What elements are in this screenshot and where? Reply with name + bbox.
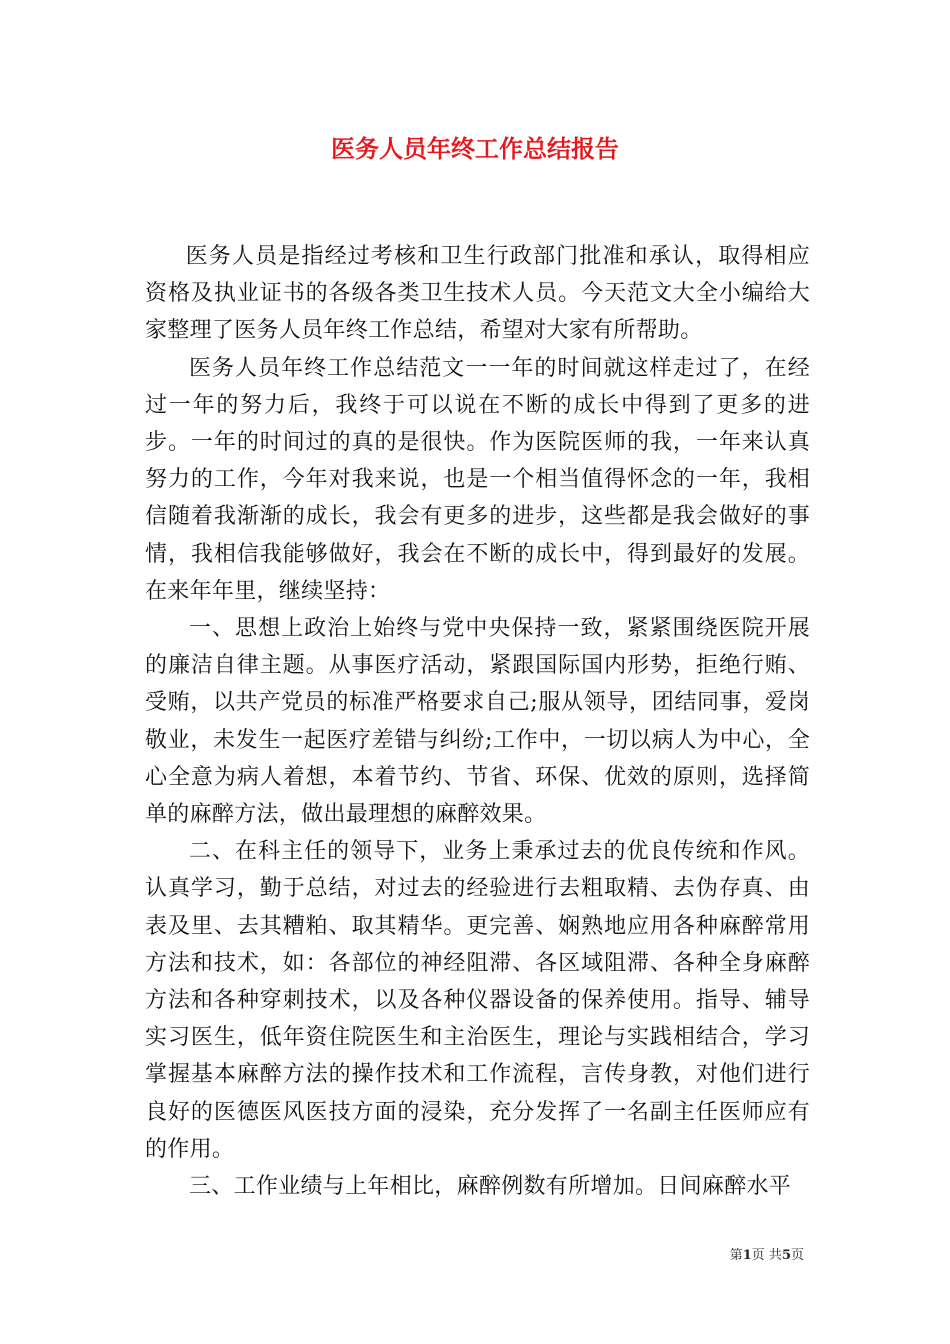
paragraph-point-one: 一、思想上政治上始终与党中央保持一致，紧紧围绕医院开展的廉洁自律主题。从事医疗活动，紧跟国际国内形势，拒绝行贿、受贿，以共产党员的标准严格要求自己;服从领导，团结同事，爱岗敬业，未发生一起医疗差错与纠纷;工作中，一切以病人为中心，全心全意为病人着想，本着节约、节省、环保、优效的原则，选择简单的麻醉方法，做出最理想的麻醉效果。 — [145, 616, 810, 828]
paragraph-sample-one: 医务人员年终工作总结范文一一年的时间就这样走过了，在经过一年的努力后，我终于可以说在不断的成长中得到了更多的进步。一年的时间过的真的是很快。作为医院医师的我，一年来认真努力的工作，今年对我来说，也是一个相当值得怀念的一年，我相信随着我渐渐的成长，我会有更多的进步，这些都是我会做好的事情，我相信我能够做好，我会在不断的成长中，得到最好的发展。在来年年里，继续坚持： — [145, 355, 810, 604]
page-footer — [730, 1247, 804, 1265]
document-body — [145, 238, 810, 1205]
paragraph-intro: 医务人员是指经过考核和卫生行政部门批准和承认，取得相应资格及执业证书的各级各类卫生技术人员。今天范文大全小编给大家整理了医务人员年终工作总结，希望对大家有所帮助。 — [145, 244, 810, 344]
document-title: 医务人员年终工作总结报告 — [331, 134, 619, 163]
paragraph-point-two: 二、在科主任的领导下，业务上秉承过去的优良传统和作风。认真学习，勤于总结，对过去的经验进行去粗取精、去伪存真、由表及里、去其糟粕、取其精华。更完善、娴熟地应用各种麻醉常用方法和技术，如：各部位的神经阻滞、各区域阻滞、各种全身麻醉方法和各种穿刺技术，以及各种仪器设备的保养使用。指导、辅导实习医生，低年资住院医生和主治医生，理论与实践相结合，学习掌握基本麻醉方法的操作技术和工作流程，言传身教，对他们进行良好的医德医风医技方面的浸染，充分发挥了一名副主任医师应有的作用。 — [145, 839, 810, 1162]
footer-suffix: 页 — [790, 1248, 804, 1263]
paragraph-point-three: 三、工作业绩与上年相比，麻醉例数有所增加。日间麻醉水平 — [189, 1174, 792, 1200]
footer-page-number: 1 — [742, 1248, 752, 1263]
footer-total-pages: 5 — [781, 1248, 791, 1263]
footer-middle: 页 共 — [751, 1248, 782, 1263]
footer-prefix: 第 — [729, 1248, 743, 1263]
